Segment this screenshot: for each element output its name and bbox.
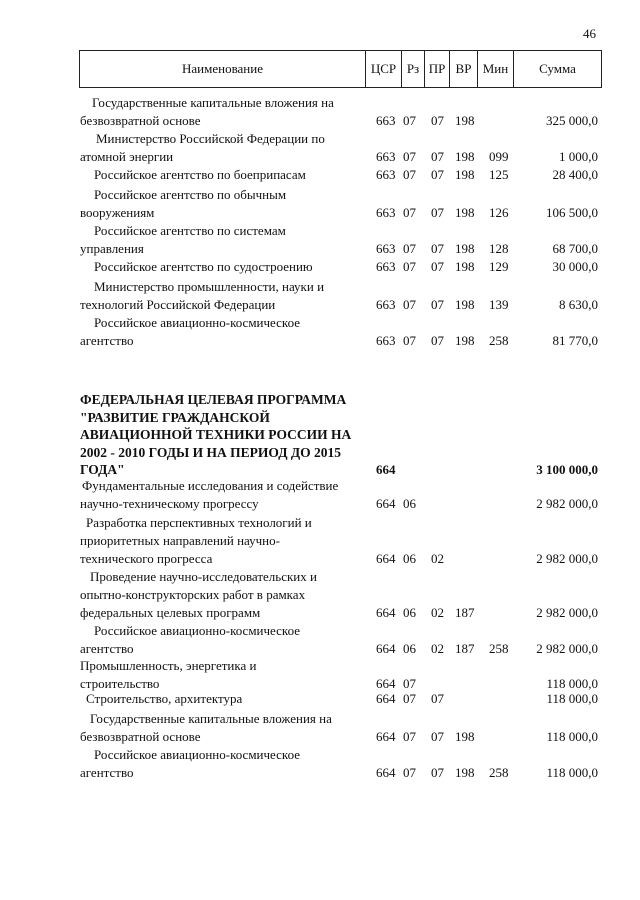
cell-sum: 30 000,0 [552,259,598,274]
cell-csr: 663 [376,149,396,164]
cell-csr: 663 [376,333,396,348]
cell-pr: 07 [431,205,444,220]
row-name-line: Российское агентство по системам [94,223,286,238]
row-name-line: Разработка перспективных технологий и [86,515,312,530]
cell-csr: 664 [376,641,396,656]
cell-pr: 07 [431,167,444,182]
row-name-line: Российское агентство по судостроению [94,259,313,274]
row-name [80,477,370,513]
cell-vr: 198 [455,765,475,780]
cell-rz: 07 [403,691,416,706]
cell-csr: 663 [376,205,396,220]
cell-rz: 07 [403,333,416,348]
header-name: Наименование [182,61,263,76]
row-name-line: ФЕДЕРАЛЬНАЯ ЦЕЛЕВАЯ ПРОГРАММА [80,392,347,407]
cell-pr: 07 [431,297,444,312]
cell-csr: 664 [376,496,396,511]
cell-rz: 07 [403,167,416,182]
cell-vr: 187 [455,641,475,656]
row-name-line: АВИАЦИОННОЙ ТЕХНИКИ РОССИИ НА [80,427,352,442]
row-name-line: 2002 - 2010 ГОДЫ И НА ПЕРИОД ДО 2015 [80,444,342,460]
header-min: Мин [477,51,513,87]
cell-rz: 07 [403,765,416,780]
row-name-line: федеральных целевых программ [80,605,261,620]
cell-rz: 06 [403,641,416,656]
row-name [80,710,370,746]
cell-rz: 06 [403,551,416,566]
cell-csr: 663 [376,113,396,128]
row-name [80,94,370,130]
row-name [80,746,370,782]
cell-csr: 664 [376,676,396,691]
cell-vr: 198 [455,729,475,744]
cell-min: 099 [489,149,509,164]
cell-rz: 07 [403,113,416,128]
row-name-line: атомной энергии [80,149,174,164]
cell-pr: 07 [431,259,444,274]
row-name-line: приоритетных направлений научно- [80,533,280,548]
row-name-line: Российское авиационно-космическое [94,747,301,762]
cell-csr: 663 [376,167,396,182]
row-name-line: Государственные капитальные вложения на [92,95,334,110]
cell-pr: 07 [431,241,444,256]
page-number: 46 [583,26,596,41]
header-pr: ПР [424,51,449,87]
cell-pr: 07 [431,729,444,744]
cell-min: 258 [489,765,509,780]
row-name-line: строительство [80,676,160,691]
row-name-line: Российское агентство по обычным [94,187,287,202]
row-name-line: агентство [80,765,134,780]
header-csr: ЦСР [365,51,401,87]
row-name-line: "РАЗВИТИЕ ГРАЖДАНСКОЙ [80,409,270,425]
cell-vr: 198 [455,205,475,220]
row-name-line: опытно-конструкторских работ в рамках [80,587,306,602]
cell-vr: 187 [455,605,475,620]
cell-pr: 02 [431,605,444,620]
row-name-line: Строительство, архитектура [86,691,243,706]
row-name [80,314,370,350]
cell-rz: 07 [403,259,416,274]
header-sum: Сумма [513,51,601,87]
cell-sum: 2 982 000,0 [536,496,598,511]
cell-min: 258 [489,333,509,348]
cell-csr: 664 [376,729,396,744]
cell-rz: 07 [403,676,416,691]
row-name-line: Промышленность, энергетика и [80,658,257,673]
cell-rz: 07 [403,241,416,256]
cell-vr: 198 [455,259,475,274]
row-name-line: Фундаментальные исследования и содействие [82,478,339,493]
cell-pr: 07 [431,691,444,706]
row-name [80,514,370,568]
row-name [80,622,370,658]
cell-vr: 198 [455,241,475,256]
row-name [80,166,370,184]
row-name [80,568,370,622]
header-vr: ВР [449,51,477,87]
table-header [79,50,602,88]
row-name [80,130,370,166]
cell-rz: 07 [403,297,416,312]
cell-rz: 06 [403,496,416,511]
cell-pr: 07 [431,333,444,348]
cell-csr: 663 [376,241,396,256]
row-name-line: управления [80,241,144,256]
cell-sum: 118 000,0 [546,691,598,706]
cell-csr: 663 [376,297,396,312]
cell-sum: 3 100 000,0 [536,462,598,477]
cell-vr: 198 [455,333,475,348]
row-name-line: Российское агентство по боеприпасам [94,167,306,182]
cell-vr: 198 [455,113,475,128]
cell-pr: 07 [431,113,444,128]
cell-sum: 2 982 000,0 [536,551,598,566]
cell-csr: 664 [376,462,396,477]
cell-sum: 106 500,0 [546,205,598,220]
cell-sum: 8 630,0 [559,297,598,312]
cell-sum: 2 982 000,0 [536,641,598,656]
row-name [80,186,370,222]
cell-sum: 2 982 000,0 [536,605,598,620]
cell-vr: 198 [455,167,475,182]
row-name-line: Министерство Российской Федерации по [96,131,325,146]
row-name-line: безвозвратной основе [80,729,201,744]
row-name-line: ГОДА" [80,462,125,477]
header-rz: Рз [401,51,424,87]
cell-pr: 02 [431,551,444,566]
cell-csr: 664 [376,691,396,706]
row-name-line: Российское авиационно-космическое [94,623,301,638]
row-name [80,690,370,708]
cell-min: 128 [489,241,509,256]
row-name [80,222,370,258]
cell-min: 125 [489,167,509,182]
cell-pr: 07 [431,765,444,780]
cell-rz: 07 [403,729,416,744]
cell-sum: 1 000,0 [559,149,598,164]
cell-sum: 118 000,0 [546,765,598,780]
row-name-line: вооружениям [80,205,155,220]
cell-vr: 198 [455,149,475,164]
cell-sum: 118 000,0 [546,729,598,744]
row-name-line: Государственные капитальные вложения на [90,711,332,726]
cell-csr: 664 [376,605,396,620]
cell-min: 126 [489,205,509,220]
cell-sum: 68 700,0 [552,241,598,256]
row-name [80,657,370,693]
row-name [80,391,370,479]
row-name-line: технологий Российской Федерации [80,297,276,312]
cell-sum: 118 000,0 [546,676,598,691]
row-name-line: безвозвратной основе [80,113,201,128]
cell-sum: 28 400,0 [552,167,598,182]
cell-rz: 07 [403,149,416,164]
row-name-line: Российское авиационно-космическое [94,315,301,330]
row-name-line: агентство [80,333,134,348]
row-name-line: научно-техническому прогрессу [80,496,259,511]
cell-pr: 07 [431,149,444,164]
cell-min: 258 [489,641,509,656]
row-name [80,258,370,276]
row-name-line: Министерство промышленности, науки и [94,279,325,294]
row-name [80,278,370,314]
cell-csr: 663 [376,259,396,274]
cell-pr: 02 [431,641,444,656]
cell-rz: 06 [403,605,416,620]
cell-min: 129 [489,259,509,274]
row-name-line: агентство [80,641,134,656]
cell-csr: 664 [376,551,396,566]
cell-min: 139 [489,297,509,312]
cell-rz: 07 [403,205,416,220]
row-name-line: Проведение научно-исследовательских и [90,569,317,584]
cell-sum: 81 770,0 [552,333,598,348]
cell-vr: 198 [455,297,475,312]
row-name-line: технического прогресса [80,551,213,566]
cell-sum: 325 000,0 [546,113,598,128]
cell-csr: 664 [376,765,396,780]
